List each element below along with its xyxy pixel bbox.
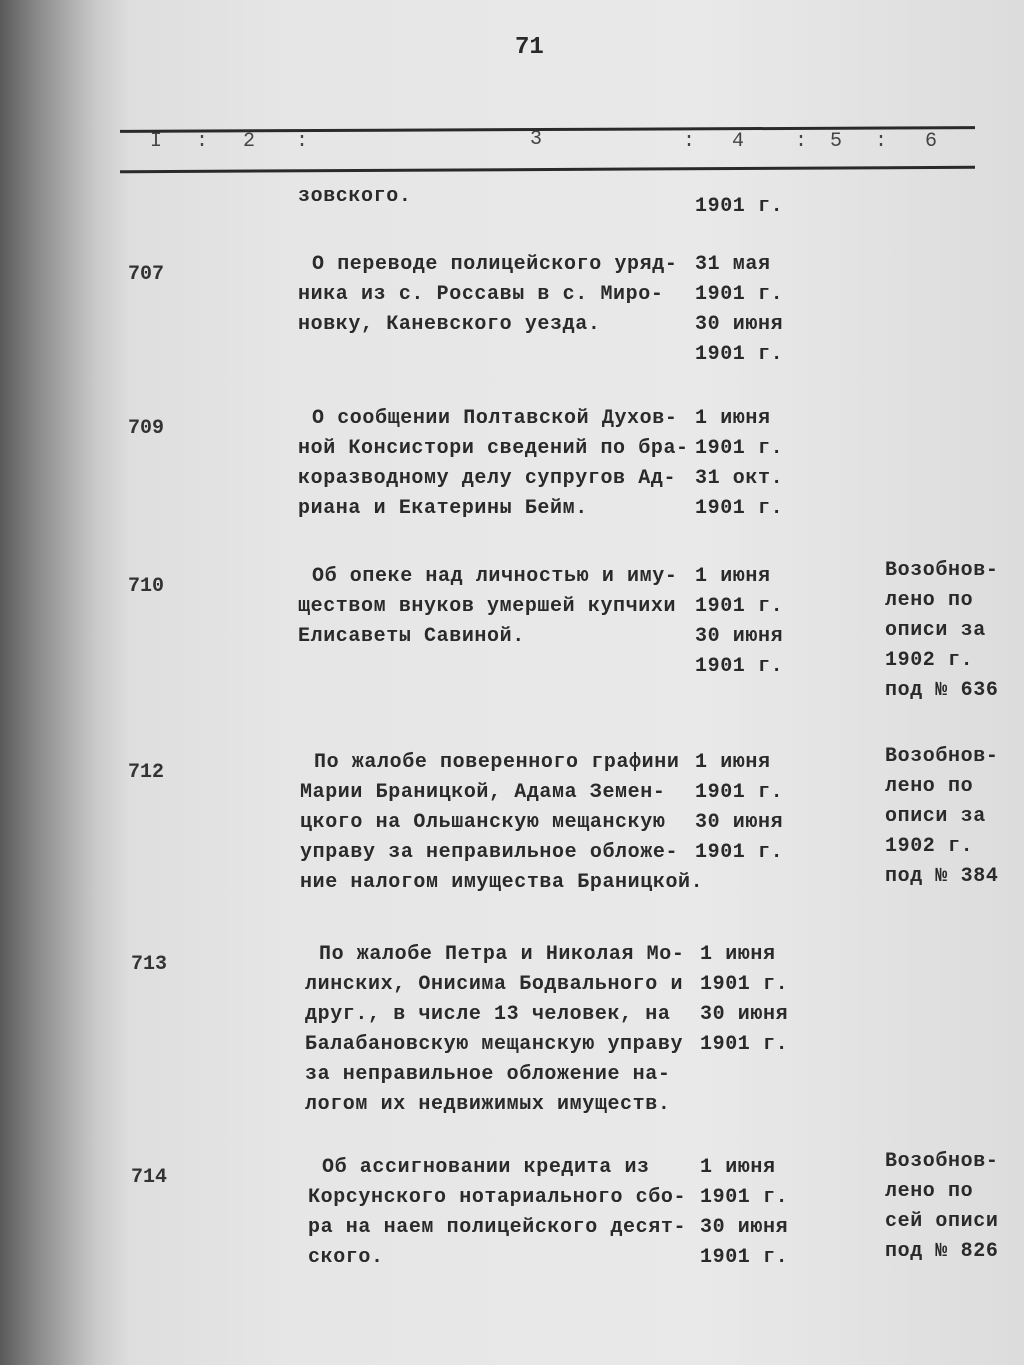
entry-description — [298, 250, 677, 340]
entry-dates-line: 30 июня — [700, 1216, 789, 1239]
entry-number: 713 — [131, 953, 168, 976]
entry-dates — [695, 562, 783, 682]
entry-description-line: ра на наем полицейского десят- — [308, 1216, 687, 1239]
entry-description-line: Об опеке над личностью и иму- — [312, 565, 678, 588]
entry-note-line: лено по — [885, 1180, 974, 1203]
entry-description-line: ществом внуков умершей купчихи — [298, 595, 677, 618]
page-number: 71 — [515, 34, 544, 61]
entry-note-line: Возобнов- — [885, 559, 999, 582]
entry-description-line: Балабановскую мещанскую управу — [305, 1033, 684, 1056]
entry-description — [308, 1153, 686, 1273]
entry-dates-line: 1 июня — [695, 751, 771, 774]
entry-number: 714 — [131, 1166, 168, 1189]
entry-dates-line: 1 июня — [700, 943, 776, 966]
entry-dates-line: 1901 г. — [695, 283, 784, 306]
entry-dates-line: 30 июня — [695, 313, 784, 336]
entry-dates — [695, 748, 783, 868]
entry-dates-line: 1901 г. — [695, 595, 784, 618]
entry-note-line: под № 384 — [885, 865, 999, 888]
entry-description-line: ского. — [308, 1246, 384, 1269]
header-col-6: 6 — [925, 130, 938, 153]
entry-number: 710 — [128, 575, 165, 598]
entry-dates — [700, 1153, 788, 1273]
entry-note — [885, 1147, 998, 1267]
entry-dates-line: 1901 г. — [695, 343, 784, 366]
entry-description-line: за неправильное обложение на- — [305, 1063, 671, 1086]
entry-description — [298, 404, 689, 524]
entry-description — [305, 940, 684, 1120]
entry-number: 712 — [128, 761, 165, 784]
entry-dates-line: 30 июня — [695, 625, 784, 648]
header-sep: : — [296, 130, 309, 153]
continuation-text-line: зовского. — [298, 185, 412, 208]
entry-description-line: О переводе полицейского уряд- — [312, 253, 678, 276]
entry-description-line: новку, Каневского уезда. — [298, 313, 601, 336]
entry-dates-line: 1901 г. — [700, 1033, 789, 1056]
header-col-2: 2 — [243, 130, 256, 153]
entry-description-line: Елисаветы Савиной. — [298, 625, 525, 648]
entry-dates-line: 30 июня — [695, 811, 784, 834]
entry-dates-line: 1901 г. — [695, 655, 784, 678]
entry-dates-line: 1901 г. — [695, 497, 784, 520]
header-sep: : — [875, 130, 888, 153]
entry-dates-line: 30 июня — [700, 1003, 789, 1026]
header-col-3: 3 — [530, 128, 543, 151]
entry-number: 709 — [128, 417, 165, 440]
continuation-date — [695, 192, 783, 222]
entry-description-line: логом их недвижимых имуществ. — [305, 1093, 671, 1116]
entry-dates-line: 1901 г. — [700, 1186, 789, 1209]
entry-description-line: Корсунского нотариального сбо- — [308, 1186, 687, 1209]
entry-note-line: лено по — [885, 775, 974, 798]
entry-dates-line: 1 июня — [700, 1156, 776, 1179]
entry-description-line: друг., в числе 13 человек, на — [305, 1003, 671, 1026]
entry-description-line: коразводному делу супругов Ад- — [298, 467, 677, 490]
entry-dates-line: 31 окт. — [695, 467, 784, 490]
entry-note-line: Возобнов- — [885, 745, 999, 768]
entry-description-line: По жалобе Петра и Николая Мо- — [319, 943, 685, 966]
entry-note — [885, 742, 998, 892]
entry-description-line: По жалобе поверенного графини — [314, 751, 680, 774]
entry-note — [885, 556, 998, 706]
continuation-date-line: 1901 г. — [695, 195, 784, 218]
entry-description-line: О сообщении Полтавской Духов- — [312, 407, 678, 430]
entry-description-line: цкого на Ольшанскую мещанскую — [300, 811, 666, 834]
entry-note-line: описи за — [885, 805, 986, 828]
header-sep: : — [683, 130, 696, 153]
entry-note-line: сей описи — [885, 1210, 999, 1233]
entry-note-line: под № 636 — [885, 679, 999, 702]
entry-note-line: под № 826 — [885, 1240, 999, 1263]
entry-dates-line: 1901 г. — [695, 841, 784, 864]
entry-dates-line: 1901 г. — [695, 781, 784, 804]
entry-dates — [700, 940, 788, 1060]
entry-description-line: Марии Браницкой, Адама Земен- — [300, 781, 666, 804]
entry-dates-line: 1901 г. — [695, 437, 784, 460]
entry-dates-line: 1 июня — [695, 407, 771, 430]
entry-description-line: линских, Онисима Бодвального и — [305, 973, 684, 996]
entry-description-line: ника из с. Россавы в с. Миро- — [298, 283, 664, 306]
header-col-4: 4 — [732, 130, 745, 153]
entry-dates — [695, 250, 783, 370]
header-col-5: 5 — [830, 130, 843, 153]
entry-description-line: Об ассигновании кредита из — [322, 1156, 650, 1179]
entry-description-line: управу за неправильное обложе- — [300, 841, 679, 864]
entry-note-line: 1902 г. — [885, 835, 974, 858]
entry-description-line: риана и Екатерины Бейм. — [298, 497, 588, 520]
header-bottom-rule — [120, 166, 975, 173]
entry-description — [298, 562, 677, 652]
entry-dates-line: 1901 г. — [700, 1246, 789, 1269]
entry-description — [300, 748, 703, 898]
continuation-text — [298, 182, 411, 212]
entry-dates-line: 31 мая — [695, 253, 771, 276]
entry-dates-line: 1901 г. — [700, 973, 789, 996]
entry-description-line: ние налогом имущества Браницкой. — [300, 871, 704, 894]
entry-note-line: лено по — [885, 589, 974, 612]
entry-description-line: ной Консистори сведений по бра- — [298, 437, 689, 460]
header-col-1: I — [150, 130, 163, 153]
header-sep: : — [196, 130, 209, 153]
header-sep: : — [795, 130, 808, 153]
entry-dates-line: 1 июня — [695, 565, 771, 588]
entry-number: 707 — [128, 263, 165, 286]
entry-note-line: Возобнов- — [885, 1150, 999, 1173]
entry-dates — [695, 404, 783, 524]
entry-note-line: описи за — [885, 619, 986, 642]
entry-note-line: 1902 г. — [885, 649, 974, 672]
